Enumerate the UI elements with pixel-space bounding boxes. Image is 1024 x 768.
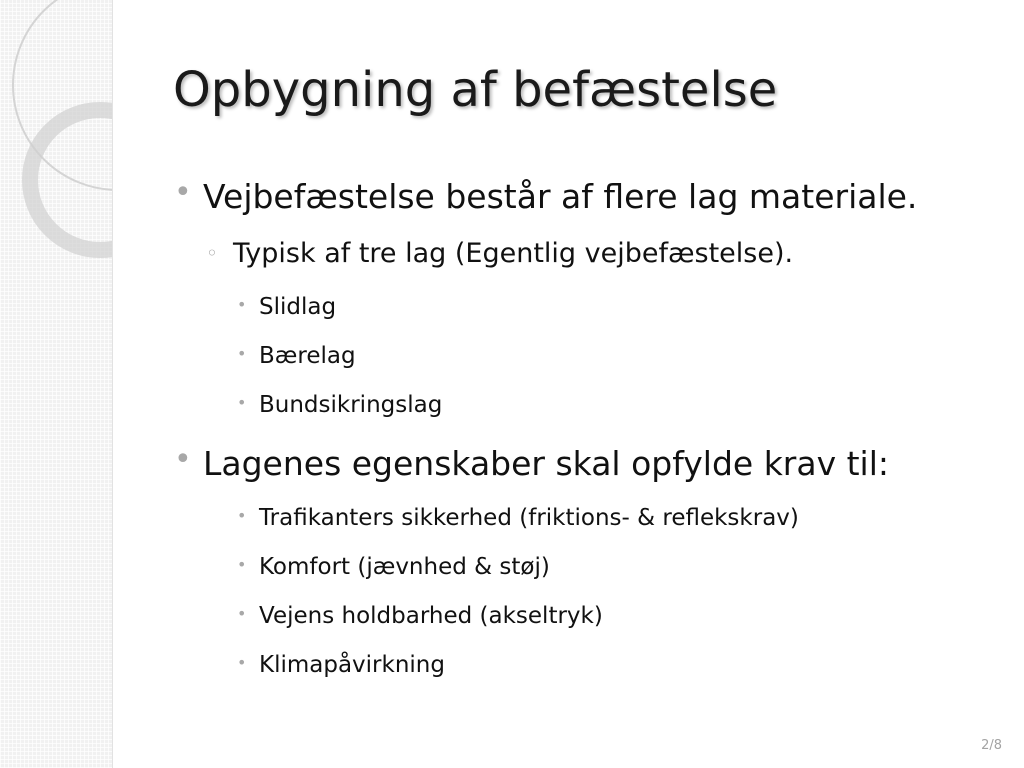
bullet-item (174, 442, 890, 483)
bullet-dot-icon: • (174, 175, 192, 210)
bullet-item (237, 603, 603, 629)
bullet-text: Komfort (jævnhed & støj) (259, 554, 550, 580)
bullet-text: Klimapåvirkning (259, 652, 445, 678)
bullet-text: Lagenes egenskaber skal opfylde krav til: (203, 444, 890, 483)
bullet-item (237, 554, 550, 580)
bullet-dot-icon: • (237, 344, 247, 363)
bullet-dot-icon: • (237, 393, 247, 412)
bullet-text: Vejens holdbarhed (akseltryk) (259, 603, 603, 629)
bullet-dot-icon: • (237, 555, 247, 574)
slide-title: Opbygning af befæstelse (173, 62, 778, 118)
bullet-dot-icon: • (237, 653, 247, 672)
bullet-item (237, 294, 337, 320)
bullet-text: Vejbefæstelse består af flere lag materiale. (203, 177, 918, 216)
bullet-item (206, 238, 794, 269)
bullet-dot-icon: • (237, 506, 247, 525)
bullet-item (237, 505, 799, 531)
bullet-dot-icon: • (237, 604, 247, 623)
page-number: 2/8 (981, 738, 1002, 753)
bullet-item (174, 175, 918, 216)
bullet-dot-icon: • (237, 295, 247, 314)
bullet-text: Typisk af tre lag (Egentlig vejbefæstelse). (233, 238, 794, 269)
bullet-ring-icon: ◦ (206, 241, 218, 265)
bullet-item (237, 652, 445, 678)
bullet-text: Bærelag (259, 343, 356, 369)
bullet-item (237, 343, 356, 369)
bullet-item (237, 392, 443, 418)
bullet-dot-icon: • (174, 442, 192, 477)
bullet-text: Trafikanters sikkerhed (friktions- & reflekskrav) (259, 505, 799, 531)
bullet-text: Slidlag (259, 294, 337, 320)
bullet-text: Bundsikringslag (259, 392, 443, 418)
